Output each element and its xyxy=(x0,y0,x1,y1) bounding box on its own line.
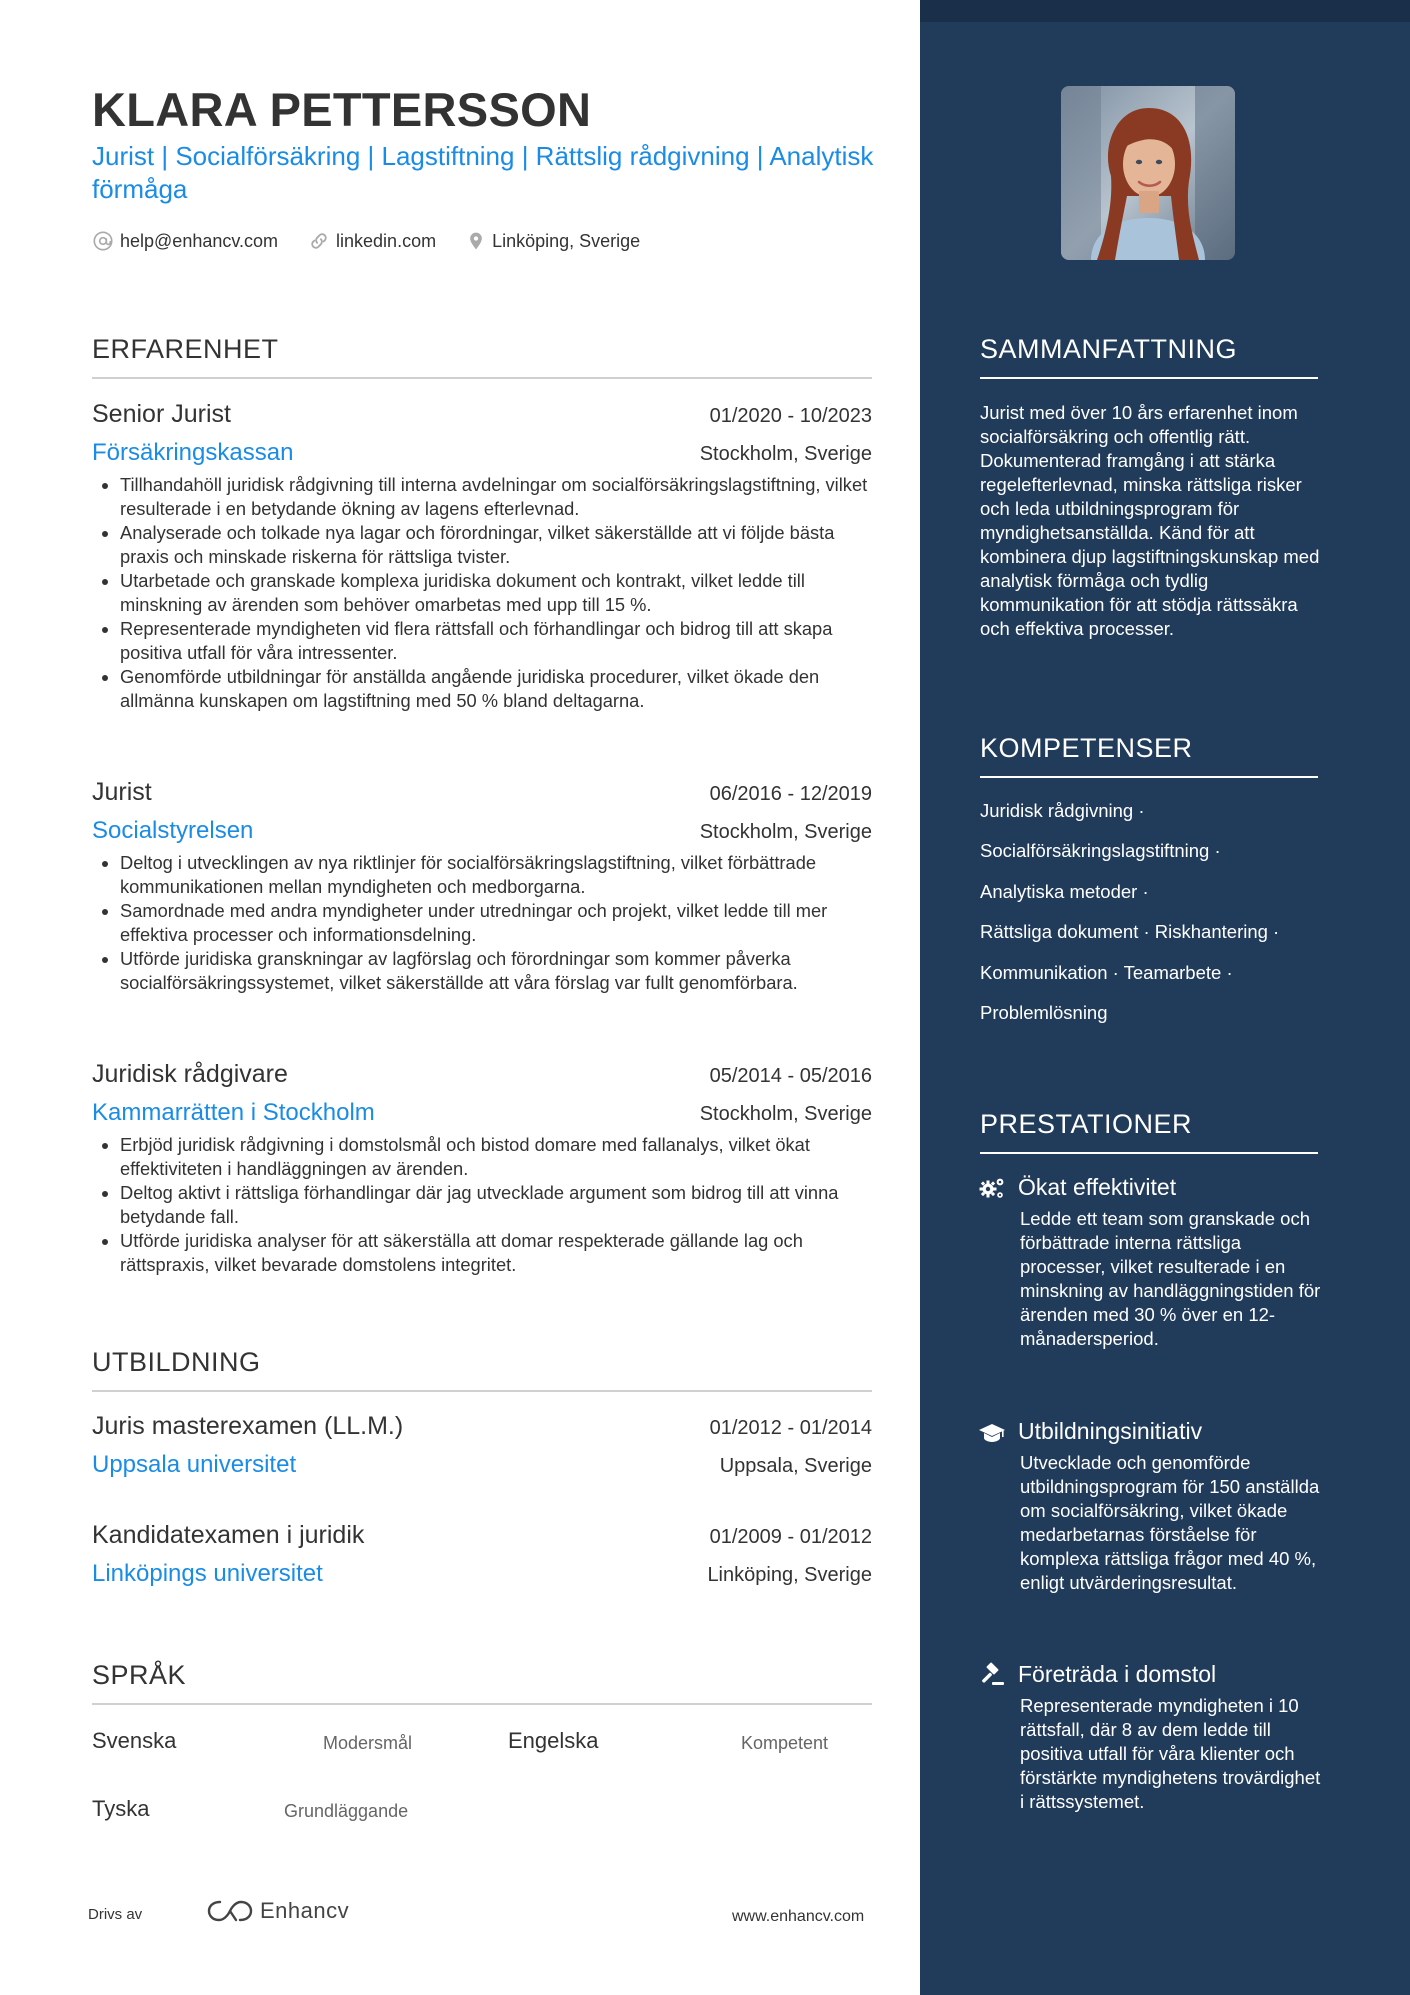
gears-icon xyxy=(978,1176,1006,1200)
achievement-item xyxy=(978,1661,1322,1814)
job-company: Kammarrätten i Stockholm xyxy=(92,1099,375,1126)
portrait-image xyxy=(1061,86,1235,260)
bullet: • Erbjöd juridisk rådgivning i domstolsmål och bistod domare med fallanalys, vilket ökat effektiviteten i handläggningen av ärenden. xyxy=(120,1133,872,1181)
job-title: Senior Jurist xyxy=(92,400,231,428)
bullet: • Genomförde utbildningar för anställda angående juridiska procedurer, vilket ökade den allmänna kunskapen om lagstiftning med 50 % bland deltagarna. xyxy=(120,665,872,713)
school-location: Uppsala, Sverige xyxy=(719,1455,872,1477)
school-location: Linköping, Sverige xyxy=(707,1564,872,1586)
linkedin-text: linkedin.com xyxy=(336,230,437,251)
bullet: • Tillhandahöll juridisk rådgivning till interna avdelningar om socialförsäkringslagstiftning, vilket resulterade i en betydande ökning av lagens efterlevnad. xyxy=(120,473,872,521)
language-level: Grundläggande xyxy=(284,1801,409,1821)
experience-item xyxy=(92,778,872,995)
graduation-cap-icon xyxy=(978,1420,1006,1444)
contact-linkedin[interactable] xyxy=(308,230,436,252)
language-name: Svenska xyxy=(92,1728,177,1753)
achievement-description: Ledde ett team som granskade och förbättrade interna rättsliga processer, vilket resulterade i en minskning av handläggningstiden för ärenden med 30 % över en 12-månadersperiod. xyxy=(1020,1208,1321,1349)
candidate-name: KLARA PETTERSSON xyxy=(92,83,592,136)
sidebar-top-bar xyxy=(920,0,1410,22)
job-bullets xyxy=(92,851,872,995)
job-bullets xyxy=(92,473,872,713)
experience-section-title: ERFARENHET xyxy=(92,334,872,379)
skill-line: Problemlösning xyxy=(980,1002,1108,1023)
language-name: Engelska xyxy=(508,1728,599,1753)
job-title: Juridisk rådgivare xyxy=(92,1060,288,1088)
achievement-description: Utvecklade och genomförde utbildningsprogram för 150 anställda om socialförsäkring, vilket ökade medarbetarnas förståelse för komplexa rättsliga frågor med 40 %, enligt utvärderingsresultat. xyxy=(1020,1452,1320,1593)
education-item xyxy=(92,1412,872,1479)
footer-url[interactable]: www.enhancv.com xyxy=(732,1908,865,1925)
contact-info xyxy=(92,230,670,252)
achievement-title: Företräda i domstol xyxy=(1018,1661,1217,1687)
skill-line: Analytiska metoder · xyxy=(980,881,1149,902)
school-name: Uppsala universitet xyxy=(92,1451,297,1478)
bullet: • Utförde juridiska granskningar av lagförslag och förordningar som kommer påverka socialförsäkringssystemet, vilket säkerställde att våra förslag var fullt genomförbara. xyxy=(120,947,872,995)
bullet: • Representerade myndigheten vid flera rättsfall och förhandlingar och bidrog till att skapa positiva utfall för våra intressenter. xyxy=(120,617,872,665)
job-location: Stockholm, Sverige xyxy=(699,1103,872,1125)
languages-section-title: SPRÅK xyxy=(92,1660,872,1705)
email-text: help@enhancv.com xyxy=(120,230,279,251)
skill-line: Rättsliga dokument · Riskhantering · xyxy=(980,921,1280,942)
education-item xyxy=(92,1521,872,1588)
enhancv-logo-icon xyxy=(206,1898,254,1924)
skill-line: Juridisk rådgivning · xyxy=(980,800,1145,821)
degree-title: Juris masterexamen (LL.M.) xyxy=(92,1412,404,1440)
contact-email[interactable] xyxy=(92,230,278,252)
job-company: Socialstyrelsen xyxy=(92,817,254,844)
bullet: • Deltog i utvecklingen av nya riktlinjer för socialförsäkringslagstiftning, vilket förbättrade kommunikationen mellan myndigheten och medborgarna. xyxy=(120,851,872,899)
achievement-description: Representerade myndigheten i 10 rättsfall, där 8 av dem ledde till positiva utfall för våra klienter och förstärkte myndighetens trovärdighet i rättssystemet. xyxy=(1020,1695,1321,1812)
location-pin-icon xyxy=(466,230,486,252)
bullet: • Samordnade med andra myndigheter under utredningar och projekt, vilket ledde till mer effektiva processer och informationsdelning. xyxy=(120,899,872,947)
bullet: • Utförde juridiska analyser för att säkerställa att domar respekterade gällande lag och rättspraxis, vilket bevarade domstolens integritet. xyxy=(120,1229,872,1277)
job-company: Försäkringskassan xyxy=(92,439,294,466)
job-bullets xyxy=(92,1133,872,1277)
enhancv-brand-text: Enhancv xyxy=(260,1898,350,1923)
job-dates: 01/2020 - 10/2023 xyxy=(709,405,872,427)
summary-text: Jurist med över 10 års erfarenhet inom socialförsäkring och offentlig rätt. Dokumenterad framgång i att stärka regelefterlevnad, minska rättsliga risker och leda utbildningsprogram för myndighetsanställda. Känd för att kombinera djup lagstiftningskunskap med analytisk förmåga och tydlig kommunikation för att stödja rättssäkra och effektiva processer. xyxy=(980,402,1320,639)
job-title: Jurist xyxy=(92,778,152,806)
achievements-section-title: PRESTATIONER xyxy=(980,1109,1318,1154)
skill-line: Socialförsäkringslagstiftning · xyxy=(980,840,1221,861)
degree-title: Kandidatexamen i juridik xyxy=(92,1521,365,1549)
skills-section-title: KOMPETENSER xyxy=(980,733,1318,778)
enhancv-logo[interactable] xyxy=(206,1898,349,1924)
job-dates: 06/2016 - 12/2019 xyxy=(709,783,872,805)
bullet: • Deltog aktivt i rättsliga förhandlingar där jag utvecklade argument som bidrog till att vinna betydande fall. xyxy=(120,1181,872,1229)
bullet: • Utarbetade och granskade komplexa juridiska dokument och kontrakt, vilket ledde till minskning av ärenden som behöver omarbetas med upp till 15 %. xyxy=(120,569,872,617)
experience-item xyxy=(92,1060,872,1277)
experience-item xyxy=(92,400,872,713)
language-level: Modersmål xyxy=(323,1733,413,1753)
profile-photo xyxy=(1061,86,1235,260)
school-name: Linköpings universitet xyxy=(92,1560,323,1587)
job-location: Stockholm, Sverige xyxy=(699,443,872,465)
education-section-title: UTBILDNING xyxy=(92,1347,872,1392)
at-icon xyxy=(92,230,114,252)
language-level: Kompetent xyxy=(741,1733,829,1753)
headline: Jurist | Socialförsäkring | Lagstiftning | Rättslig rådgivning | Analytisk förmåga xyxy=(92,141,874,204)
achievement-item xyxy=(978,1418,1322,1595)
gavel-icon xyxy=(978,1662,1006,1688)
language-name: Tyska xyxy=(92,1796,150,1821)
education-dates: 01/2009 - 01/2012 xyxy=(709,1526,872,1548)
summary-section-title: SAMMANFATTNING xyxy=(980,334,1318,379)
achievement-title: Ökat effektivitet xyxy=(1018,1174,1177,1200)
language-item xyxy=(92,1728,176,1754)
job-dates: 05/2014 - 05/2016 xyxy=(709,1065,872,1087)
achievement-item xyxy=(978,1174,1322,1351)
language-item xyxy=(92,1796,149,1822)
education-dates: 01/2012 - 01/2014 xyxy=(709,1417,872,1439)
link-icon xyxy=(308,230,330,252)
achievement-title: Utbildningsinitiativ xyxy=(1018,1418,1203,1444)
powered-by-label: Drivs av xyxy=(88,1906,143,1923)
language-item xyxy=(508,1728,599,1754)
location-text: Linköping, Sverige xyxy=(492,230,641,251)
job-location: Stockholm, Sverige xyxy=(699,821,872,843)
skill-line: Kommunikation · Teamarbete · xyxy=(980,962,1233,983)
contact-location xyxy=(466,230,640,252)
bullet: • Analyserade och tolkade nya lagar och förordningar, vilket säkerställde att vi följde bästa praxis och minskade riskerna för rättsliga tvister. xyxy=(120,521,872,569)
